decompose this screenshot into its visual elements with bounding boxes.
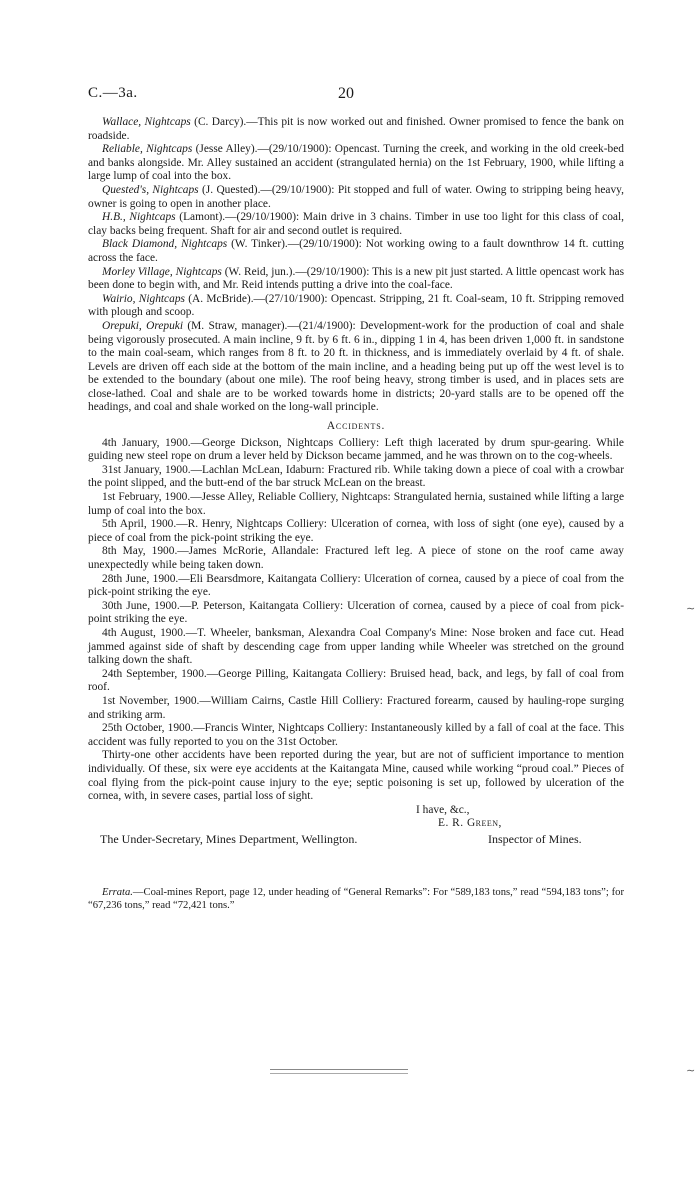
addressee: The Under-Secretary, Mines Department, Wellington. [100,831,358,846]
margin-mark-icon: ∼ [686,603,696,615]
working-text: (C. Darcy).—This pit is now worked out and finished. Owner promised to fence the bank on roadside. [88,116,624,142]
accident-entry: 31st January, 1900.—Lachlan McLean, Idaburn: Fractured rib. While taking down a piece of coal with a crowbar the point slipped, and the butt-end of the bar struck McLean on the breast. [88,463,624,490]
accident-entry: 4th August, 1900.—T. Wheeler, banksman, Alexandra Coal Company's Mine: Nose broken and face cut. Head jammed against side of shaft by descending cage from upper landing while Wheeler was stretched on the ground talking down the shaft. [88,626,624,667]
working-entry [88,320,624,415]
errata-label: Errata. [102,887,133,898]
working-entry [88,293,624,320]
report-reference: C.—3a. [88,85,138,101]
working-name: Black Diamond, Nightcaps [102,238,228,251]
errata-text: —Coal-mines Report, page 12, under heading of “General Remarks”: For “589,183 tons,” read “594,183 tons”; for “67,236 tons,” read “72,421 tons.” [88,887,624,911]
signatory-title: Inspector of Mines. [488,831,582,846]
accidents-heading: Accidents. [326,420,386,433]
page-header [88,85,624,107]
working-entry [88,266,624,293]
working-entry [88,143,624,184]
working-name: Morley Village, Nightcaps [102,265,222,278]
addressee-line [88,831,624,847]
accident-entry: 8th May, 1900.—James McRorie, Allandale: Fractured left leg. A piece of stone on the roof came away unexpectedly while being taken down. [88,545,624,571]
working-name: H.B., Nightcaps [102,211,176,224]
accident-entry: 28th June, 1900.—Eli Bearsdmore, Kaitangata Colliery: Ulceration of cornea, caused by a piece of coal from the pick-point striking the eye. [88,572,624,599]
working-entry [88,238,624,265]
working-text: (W. Reid, jun.).—(29/10/1900): This is a new pit just started. A little opencast work has been done to begin with, and Mr. Reid intends putting a drive into the coal-face. [88,265,625,292]
working-name: Orepuki, Orepuki [102,319,184,332]
working-text: (Jesse Alley).—(29/10/1900): Opencast. Turning the creek, and working in the old creek-bed and banks alongside. Mr. Alley sustained an accident (strangulated hernia) on the 1st February, 1900, while lifting a large lump of coal into the box. [88,143,624,183]
working-entry [88,116,624,143]
working-text: (J. Quested).—(29/10/1900): Pit stopped and full of water. Owing to stripping being heavy, owner is going to open in another place. [88,183,624,210]
working-text: (A. McBride).—(27/10/1900): Opencast. Stripping, 21 ft. Coal-seam, 10 ft. Stripping removed with plough and scoop. [88,292,624,319]
signatory-name: E. R. Green, [438,816,502,829]
page-number: 20 [338,85,354,102]
signoff [88,804,624,831]
margin-mark-icon: ∼ [686,1065,696,1077]
working-entry [88,211,624,238]
working-name: Wallace, Nightcaps [102,116,191,128]
working-text: (Lamont).—(29/10/1900): Main drive in 3 chains. Timber in use too light for this class of coal, clay backs being frequent. Shaft for air and second outlet is required. [88,211,624,237]
accident-entry: 4th January, 1900.—George Dickson, Nightcaps Colliery: Left thigh lacerated by drum spur-gearing. While guiding new steel rope on drum a lever held by Dickson became jammed, and he was thrown on to the cog-wheels. [88,436,624,463]
report-body [88,116,624,847]
accident-entry: 1st November, 1900.—William Cairns, Castle Hill Colliery: Fractured forearm, caused by hauling-rope surging and striking arm. [88,694,624,721]
working-text: (M. Straw, manager).—(21/4/1900): Development-work for the production of coal and shale being vigorously prosecuted. A main incline, 9 ft. by 6 ft. 6 in., dipping 1 in 4, has been driven 1,000 ft. in sandstone to the main coal-seam, which ranges from 8 ft. to 20 ft. in thickness, and is immediately overlaid by 4 ft. of shale. Levels are driven off each side at the bottom of the main incline, and a heading being put up off the west level is to be extended to the boundary (about one mile). The roof being heavy, strong timber is used, and in places sets are close-lathed. Coal and shale are to be worked towards home in districts; 20-yard stalls are to be opened off the headings, and coal and shale worked on the long-wall principle. [88,319,624,414]
accident-entry: 1st February, 1900.—Jesse Alley, Reliable Colliery, Nightcaps: Strangulated hernia, sustained while lifting a large lump of coal into the box. [88,491,624,517]
accident-entry: 5th April, 1900.—R. Henry, Nightcaps Colliery: Ulceration of cornea, with loss of sight (one eye), caused by a piece of coal from the pick-point striking the eye. [88,518,624,544]
accident-summary: Thirty-one other accidents have been reported during the year, but are not of sufficient importance to mention individually. Of these, six were eye accidents at the Kaitangata Mine, caused while working “proud coal.” Pieces of coal flying from the pick-point cause injury to the eye; septic poisoning is set up, followed by ulceration of the cornea, with, in severe cases, partial loss of sight. [88,749,624,803]
closing-rule [270,1069,408,1074]
working-name: Quested's, Nightcaps [102,183,199,196]
closing-line: I have, &c., [416,803,470,816]
working-entry [88,184,624,211]
working-text: (W. Tinker).—(29/10/1900): Not working owing to a fault downthrow 14 ft. cutting across the face. [88,238,624,264]
accident-entry: 30th June, 1900.—P. Peterson, Kaitangata Colliery: Ulceration of cornea, caused by a piece of coal from pick-point striking the eye. [88,599,624,626]
errata-note [88,886,624,912]
accident-entry: 24th September, 1900.—George Pilling, Kaitangata Colliery: Bruised head, back, and legs, by fall of coal from roof. [88,667,624,694]
accident-entry: 25th October, 1900.—Francis Winter, Nightcaps Colliery: Instantaneously killed by a fall of coal at the face. This accident was fully reported to you on the 31st October. [88,722,624,748]
working-name: Reliable, Nightcaps [102,143,193,156]
working-name: Wairio, Nightcaps [102,292,185,305]
